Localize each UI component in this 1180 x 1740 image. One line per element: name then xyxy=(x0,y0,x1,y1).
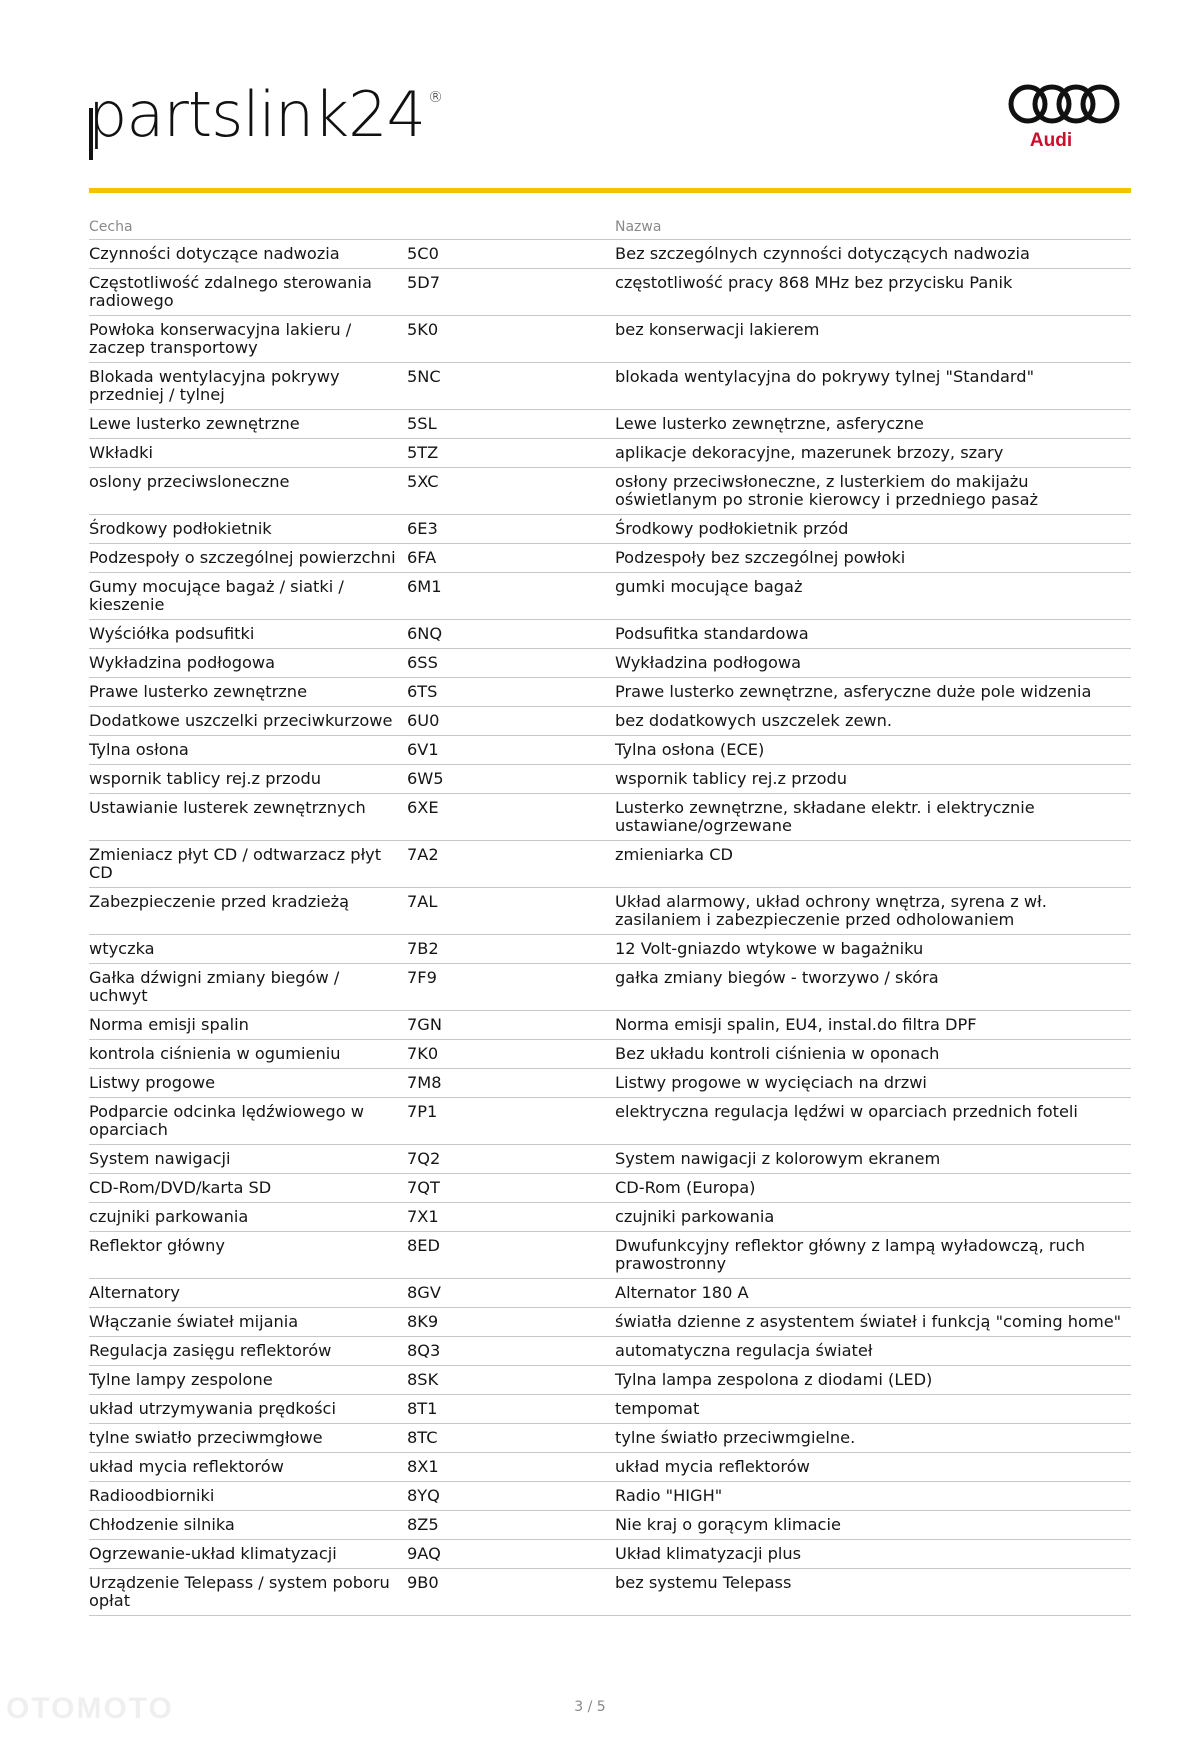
cell-name: osłony przeciwsłoneczne, z lusterkiem do makijażu oświetlanym po stronie kierowcy i przedniego pasaż xyxy=(615,468,1131,515)
cell-name: światła dzienne z asystentem świateł i funkcją "coming home" xyxy=(615,1308,1131,1337)
cell-name: bez konserwacji lakierem xyxy=(615,316,1131,363)
cell-code: 5TZ xyxy=(407,439,615,468)
watermark: OTOMOTO xyxy=(6,1692,174,1725)
table-header-row xyxy=(89,214,1131,240)
cell-feature: Reflektor główny xyxy=(89,1232,407,1279)
cell-feature: wtyczka xyxy=(89,935,407,964)
cell-code: 6W5 xyxy=(407,765,615,794)
cell-name: bez dodatkowych uszczelek zewn. xyxy=(615,707,1131,736)
table-row xyxy=(89,1366,1131,1395)
cell-feature: Gumy mocujące bagaż / siatki / kieszenie xyxy=(89,573,407,620)
table-row xyxy=(89,1337,1131,1366)
cell-name: Podzespoły bez szczególnej powłoki xyxy=(615,544,1131,573)
cell-name: Bez szczególnych czynności dotyczących nadwozia xyxy=(615,240,1131,269)
table-row xyxy=(89,736,1131,765)
cell-name: Układ alarmowy, układ ochrony wnętrza, syrena z wł. zasilaniem i zabezpieczenie przed odholowaniem xyxy=(615,888,1131,935)
cell-name: Prawe lusterko zewnętrzne, asferyczne duże pole widzenia xyxy=(615,678,1131,707)
cell-name: tylne światło przeciwmgielne. xyxy=(615,1424,1131,1453)
table-row xyxy=(89,240,1131,269)
cell-code: 7B2 xyxy=(407,935,615,964)
cell-code: 8SK xyxy=(407,1366,615,1395)
table-row xyxy=(89,1540,1131,1569)
cell-code: 8Z5 xyxy=(407,1511,615,1540)
cell-name: Nie kraj o gorącym klimacie xyxy=(615,1511,1131,1540)
cell-name: System nawigacji z kolorowym ekranem xyxy=(615,1145,1131,1174)
cell-feature: oslony przeciwsloneczne xyxy=(89,468,407,515)
cell-code: 6V1 xyxy=(407,736,615,765)
cell-code: 5D7 xyxy=(407,269,615,316)
cell-feature: Zmieniacz płyt CD / odtwarzacz płyt CD xyxy=(89,841,407,888)
table-row xyxy=(89,1395,1131,1424)
cell-name: Listwy progowe w wycięciach na drzwi xyxy=(615,1069,1131,1098)
cell-code: 5SL xyxy=(407,410,615,439)
cell-feature: Podparcie odcinka lędźwiowego w oparciach xyxy=(89,1098,407,1145)
cell-code: 7A2 xyxy=(407,841,615,888)
cell-feature: Tylne lampy zespolone xyxy=(89,1366,407,1395)
cell-feature: Częstotliwość zdalnego sterowania radiowego xyxy=(89,269,407,316)
table-row xyxy=(89,1424,1131,1453)
cell-name: elektryczna regulacja lędźwi w oparciach przednich foteli xyxy=(615,1098,1131,1145)
audi-rings-icon xyxy=(1006,82,1124,126)
cell-name: gałka zmiany biegów - tworzywo / skóra xyxy=(615,964,1131,1011)
table-row xyxy=(89,1482,1131,1511)
table-row xyxy=(89,841,1131,888)
cell-code: 7F9 xyxy=(407,964,615,1011)
table-row xyxy=(89,765,1131,794)
cell-name: Wykładzina podłogowa xyxy=(615,649,1131,678)
table-row xyxy=(89,1145,1131,1174)
table-row xyxy=(89,1069,1131,1098)
audi-brand-text: Audi xyxy=(1029,130,1073,151)
cell-code: 6SS xyxy=(407,649,615,678)
cell-feature: Lewe lusterko zewnętrzne xyxy=(89,410,407,439)
cell-feature: Zabezpieczenie przed kradzieżą xyxy=(89,888,407,935)
cell-feature: Dodatkowe uszczelki przeciwkurzowe xyxy=(89,707,407,736)
cell-code: 6E3 xyxy=(407,515,615,544)
table-row xyxy=(89,888,1131,935)
table-row xyxy=(89,410,1131,439)
page-number: 3 / 5 xyxy=(574,1699,606,1715)
cell-code: 7GN xyxy=(407,1011,615,1040)
cell-code: 5XC xyxy=(407,468,615,515)
cell-feature: kontrola ciśnienia w ogumieniu xyxy=(89,1040,407,1069)
cell-feature: Włączanie świateł mijania xyxy=(89,1308,407,1337)
cell-name: CD-Rom (Europa) xyxy=(615,1174,1131,1203)
cell-name: Tylna osłona (ECE) xyxy=(615,736,1131,765)
equipment-table xyxy=(89,214,1131,1616)
cell-name: tempomat xyxy=(615,1395,1131,1424)
table-row xyxy=(89,794,1131,841)
cell-code: 8GV xyxy=(407,1279,615,1308)
table-row xyxy=(89,964,1131,1011)
logo-text: partslink24 xyxy=(88,78,425,151)
cell-name: zmieniarka CD xyxy=(615,841,1131,888)
cell-feature: Powłoka konserwacyjna lakieru / zaczep transportowy xyxy=(89,316,407,363)
cell-code: 7P1 xyxy=(407,1098,615,1145)
cell-feature: CD-Rom/DVD/karta SD xyxy=(89,1174,407,1203)
cell-code: 6U0 xyxy=(407,707,615,736)
table-row xyxy=(89,515,1131,544)
cell-code: 8YQ xyxy=(407,1482,615,1511)
cell-feature: Podzespoły o szczególnej powierzchni xyxy=(89,544,407,573)
cell-feature: Listwy progowe xyxy=(89,1069,407,1098)
table-row xyxy=(89,1569,1131,1616)
cell-feature: System nawigacji xyxy=(89,1145,407,1174)
header-name: Nazwa xyxy=(615,214,1131,240)
table-body xyxy=(89,240,1131,1616)
table-row xyxy=(89,316,1131,363)
cell-code: 6FA xyxy=(407,544,615,573)
table-row xyxy=(89,363,1131,410)
cell-code: 7M8 xyxy=(407,1069,615,1098)
cell-feature: Regulacja zasięgu reflektorów xyxy=(89,1337,407,1366)
cell-name: Bez układu kontroli ciśnienia w oponach xyxy=(615,1040,1131,1069)
cell-code: 7QT xyxy=(407,1174,615,1203)
cell-name: Radio "HIGH" xyxy=(615,1482,1131,1511)
table-row xyxy=(89,620,1131,649)
cell-feature: Wkładki xyxy=(89,439,407,468)
cell-name: blokada wentylacyjna do pokrywy tylnej "Standard" xyxy=(615,363,1131,410)
cell-code: 7Q2 xyxy=(407,1145,615,1174)
cell-code: 7AL xyxy=(407,888,615,935)
cell-feature: Urządzenie Telepass / system poboru opłat xyxy=(89,1569,407,1616)
cell-code: 6TS xyxy=(407,678,615,707)
cell-feature: Tylna osłona xyxy=(89,736,407,765)
cell-code: 8TC xyxy=(407,1424,615,1453)
cell-name: Lewe lusterko zewnętrzne, asferyczne xyxy=(615,410,1131,439)
table-row xyxy=(89,544,1131,573)
cell-code: 8K9 xyxy=(407,1308,615,1337)
cell-feature: układ utrzymywania prędkości xyxy=(89,1395,407,1424)
cell-name: 12 Volt-gniazdo wtykowe w bagażniku xyxy=(615,935,1131,964)
cell-name: częstotliwość pracy 868 MHz bez przycisku Panik xyxy=(615,269,1131,316)
cell-code: 6XE xyxy=(407,794,615,841)
cell-name: Dwufunkcyjny reflektor główny z lampą wyładowczą, ruch prawostronny xyxy=(615,1232,1131,1279)
header-rule xyxy=(89,188,1131,193)
cell-name: automatyczna regulacja świateł xyxy=(615,1337,1131,1366)
cell-code: 8Q3 xyxy=(407,1337,615,1366)
table-row xyxy=(89,1174,1131,1203)
cell-feature: Chłodzenie silnika xyxy=(89,1511,407,1540)
partslink24-logo xyxy=(88,78,442,151)
table-row xyxy=(89,678,1131,707)
cell-name: Podsufitka standardowa xyxy=(615,620,1131,649)
cell-code: 9B0 xyxy=(407,1569,615,1616)
table-row xyxy=(89,1308,1131,1337)
cell-feature: czujniki parkowania xyxy=(89,1203,407,1232)
cell-name: gumki mocujące bagaż xyxy=(615,573,1131,620)
table-row xyxy=(89,1203,1131,1232)
cell-feature: tylne swiatło przeciwmgłowe xyxy=(89,1424,407,1453)
table-row xyxy=(89,1040,1131,1069)
cell-name: Lusterko zewnętrzne, składane elektr. i elektrycznie ustawiane/ogrzewane xyxy=(615,794,1131,841)
cell-feature: Środkowy podłokietnik xyxy=(89,515,407,544)
cell-code: 5C0 xyxy=(407,240,615,269)
table-row xyxy=(89,935,1131,964)
header-code xyxy=(407,214,615,240)
cell-code: 8T1 xyxy=(407,1395,615,1424)
cell-code: 6NQ xyxy=(407,620,615,649)
cell-feature: układ mycia reflektorów xyxy=(89,1453,407,1482)
table-row xyxy=(89,1011,1131,1040)
cell-name: czujniki parkowania xyxy=(615,1203,1131,1232)
cell-code: 5NC xyxy=(407,363,615,410)
registered-mark: ® xyxy=(428,88,442,106)
table-row xyxy=(89,1453,1131,1482)
table-row xyxy=(89,269,1131,316)
cell-name: wspornik tablicy rej.z przodu xyxy=(615,765,1131,794)
table-row xyxy=(89,1279,1131,1308)
table-row xyxy=(89,468,1131,515)
cell-feature: Wyściółka podsufitki xyxy=(89,620,407,649)
cell-feature: wspornik tablicy rej.z przodu xyxy=(89,765,407,794)
cell-name: Układ klimatyzacji plus xyxy=(615,1540,1131,1569)
cell-code: 7X1 xyxy=(407,1203,615,1232)
cell-feature: Blokada wentylacyjna pokrywy przedniej / tylnej xyxy=(89,363,407,410)
cell-feature: Norma emisji spalin xyxy=(89,1011,407,1040)
cell-code: 9AQ xyxy=(407,1540,615,1569)
cell-code: 6M1 xyxy=(407,573,615,620)
cell-name: układ mycia reflektorów xyxy=(615,1453,1131,1482)
cell-code: 5K0 xyxy=(407,316,615,363)
table-row xyxy=(89,573,1131,620)
table-row xyxy=(89,649,1131,678)
cell-feature: Wykładzina podłogowa xyxy=(89,649,407,678)
cell-feature: Prawe lusterko zewnętrzne xyxy=(89,678,407,707)
cell-code: 8ED xyxy=(407,1232,615,1279)
cell-feature: Czynności dotyczące nadwozia xyxy=(89,240,407,269)
header-feature: Cecha xyxy=(89,214,407,240)
cell-name: Tylna lampa zespolona z diodami (LED) xyxy=(615,1366,1131,1395)
cell-feature: Gałka dźwigni zmiany biegów / uchwyt xyxy=(89,964,407,1011)
audi-logo xyxy=(1004,82,1126,152)
cell-feature: Alternatory xyxy=(89,1279,407,1308)
cell-code: 8X1 xyxy=(407,1453,615,1482)
cell-name: Środkowy podłokietnik przód xyxy=(615,515,1131,544)
cell-name: Alternator 180 A xyxy=(615,1279,1131,1308)
table-row xyxy=(89,1232,1131,1279)
cell-feature: Radioodbiorniki xyxy=(89,1482,407,1511)
table-row xyxy=(89,707,1131,736)
cell-code: 7K0 xyxy=(407,1040,615,1069)
cell-name: aplikacje dekoracyjne, mazerunek brzozy, szary xyxy=(615,439,1131,468)
table-row xyxy=(89,1511,1131,1540)
cell-name: bez systemu Telepass xyxy=(615,1569,1131,1616)
table-row xyxy=(89,1098,1131,1145)
cell-name: Norma emisji spalin, EU4, instal.do filtra DPF xyxy=(615,1011,1131,1040)
table-row xyxy=(89,439,1131,468)
cell-feature: Ustawianie lusterek zewnętrznych xyxy=(89,794,407,841)
cell-feature: Ogrzewanie-układ klimatyzacji xyxy=(89,1540,407,1569)
